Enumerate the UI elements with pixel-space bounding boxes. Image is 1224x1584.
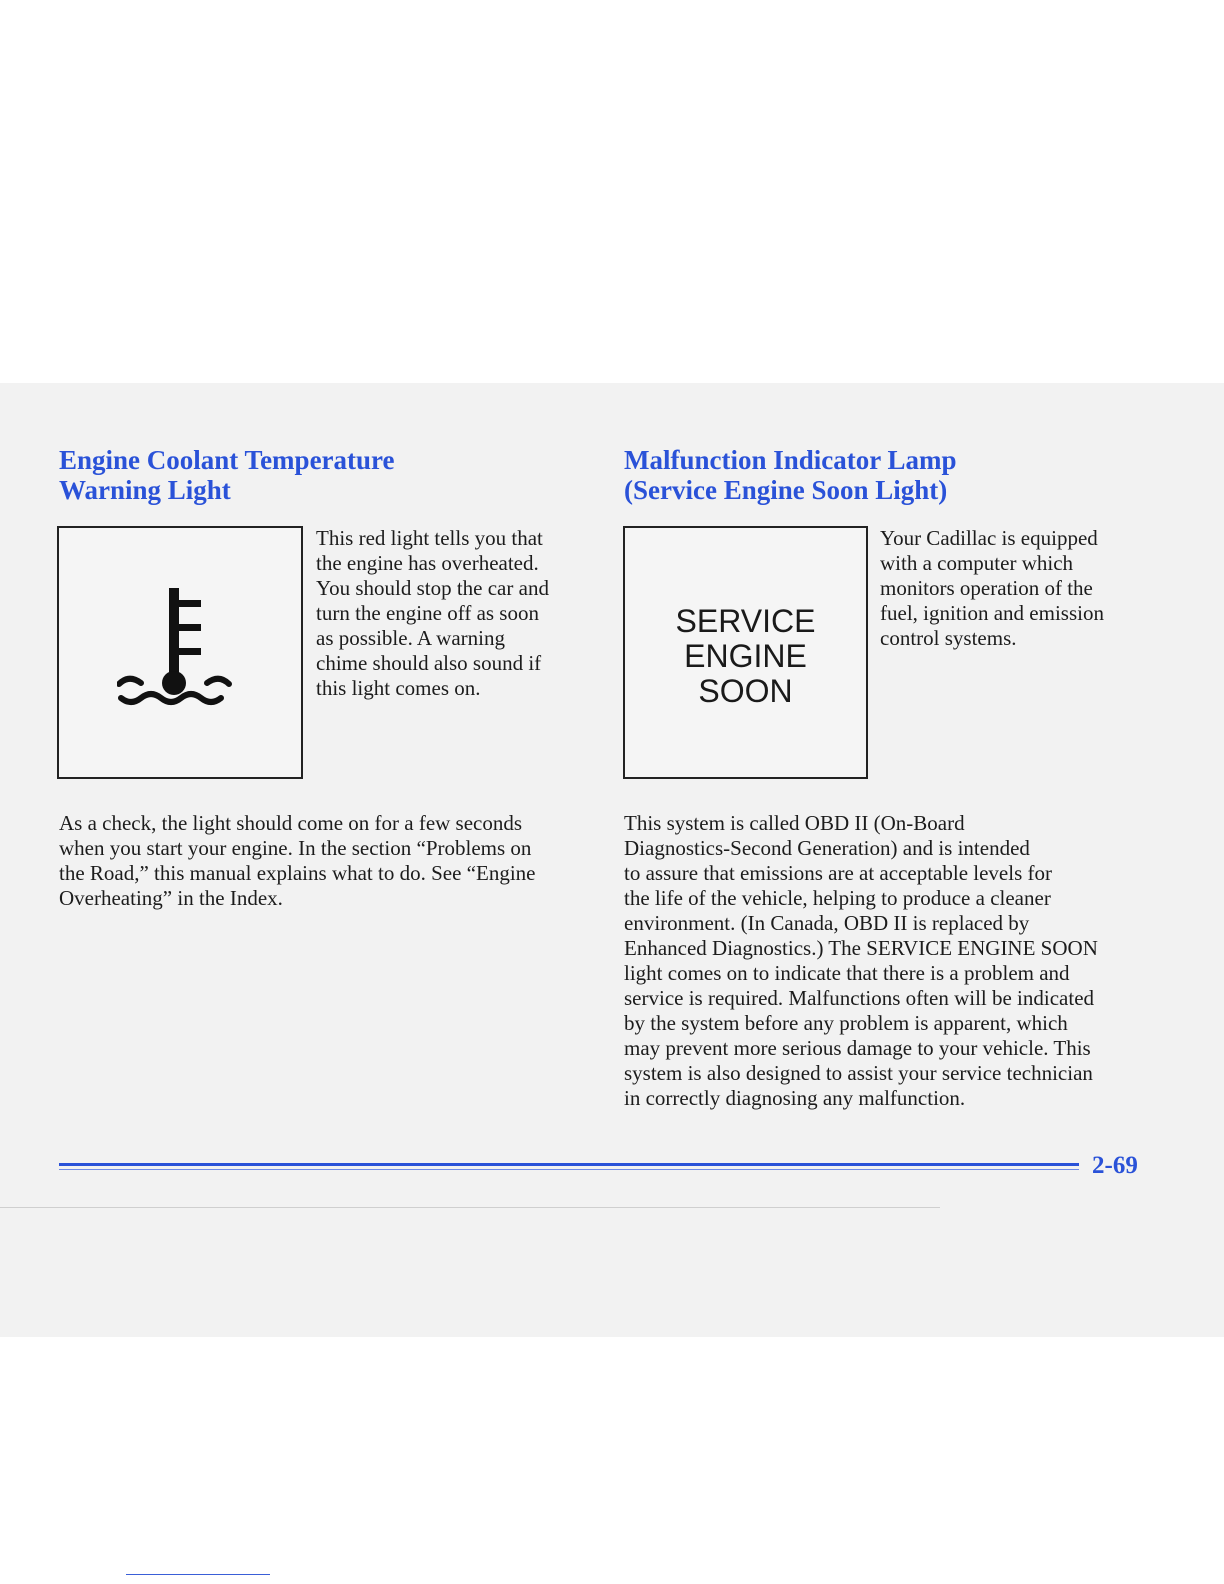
service-engine-soon-lamp-text xyxy=(625,604,866,709)
obd-line: Enhanced Diagnostics.) The SERVICE ENGINE SOON xyxy=(624,936,1098,960)
lamp-text-line: SERVICE xyxy=(675,603,816,639)
service-engine-soon-lamp-box xyxy=(623,526,868,779)
coolant-check-line: As a check, the light should come on for a few seconds xyxy=(59,811,523,835)
malfunction-description-line: fuel, ignition and emission xyxy=(880,601,1104,625)
coolant-description-line: as possible. A warning xyxy=(316,626,505,650)
coolant-description-line: the engine has overheated. xyxy=(316,551,539,575)
malfunction-heading-line-2: (Service Engine Soon Light) xyxy=(624,475,948,505)
obd-line: environment. (In Canada, OBD II is replaced by xyxy=(624,911,1030,935)
coolant-description-line: turn the engine off as soon xyxy=(316,601,539,625)
coolant-check-line: Overheating” in the Index. xyxy=(59,886,283,910)
obd-line: the life of the vehicle, helping to produce a cleaner xyxy=(624,886,1051,910)
malfunction-description-line: Your Cadillac is equipped xyxy=(880,526,1098,550)
obd-line: Diagnostics-Second Generation) and is intended xyxy=(624,836,1030,860)
lamp-text-line: SOON xyxy=(698,673,793,709)
obd-line: by the system before any problem is apparent, which xyxy=(624,1011,1068,1035)
footer-rule xyxy=(59,1163,1079,1166)
malfunction-description-line: monitors operation of the xyxy=(880,576,1093,600)
coolant-heading-line-1: Engine Coolant Temperature xyxy=(59,445,395,475)
bottom-rule xyxy=(126,1574,270,1575)
scan-edge-line xyxy=(0,1207,940,1208)
obd-paragraph xyxy=(624,811,1098,1111)
coolant-description-line: chime should also sound if xyxy=(316,651,542,675)
malfunction-heading xyxy=(624,445,957,505)
page-number: 2-69 xyxy=(1092,1152,1138,1179)
coolant-description-line: This red light tells you that xyxy=(316,526,543,550)
coolant-check-line: when you start your engine. In the section “Problems on xyxy=(59,836,532,860)
lamp-text-line: ENGINE xyxy=(684,638,807,674)
malfunction-description-line: with a computer which xyxy=(880,551,1074,575)
footer-rule-thin xyxy=(59,1169,1079,1170)
malfunction-description xyxy=(880,526,1104,651)
coolant-icon-box xyxy=(57,526,303,779)
obd-line: service is required. Malfunctions often will be indicated xyxy=(624,986,1095,1010)
malfunction-heading-line-1: Malfunction Indicator Lamp xyxy=(624,445,957,475)
malfunction-description-line: control systems. xyxy=(880,626,1017,650)
obd-line: may prevent more serious damage to your vehicle. This xyxy=(624,1036,1091,1060)
obd-line: light comes on to indicate that there is a problem and xyxy=(624,961,1070,985)
obd-line: to assure that emissions are at acceptable levels for xyxy=(624,861,1052,885)
coolant-description xyxy=(316,526,549,701)
obd-line: This system is called OBD II (On-Board xyxy=(624,811,965,835)
coolant-check-paragraph xyxy=(59,811,535,911)
coolant-check-line: the Road,” this manual explains what to do. See “Engine xyxy=(59,861,536,885)
coolant-heading xyxy=(59,445,395,505)
coolant-description-line: You should stop the car and xyxy=(316,576,549,600)
coolant-description-line: this light comes on. xyxy=(316,676,481,700)
coolant-heading-line-2: Warning Light xyxy=(59,475,231,505)
obd-line: system is also designed to assist your service technician xyxy=(624,1061,1093,1085)
coolant-temperature-icon xyxy=(117,586,247,716)
obd-line: in correctly diagnosing any malfunction. xyxy=(624,1086,966,1110)
